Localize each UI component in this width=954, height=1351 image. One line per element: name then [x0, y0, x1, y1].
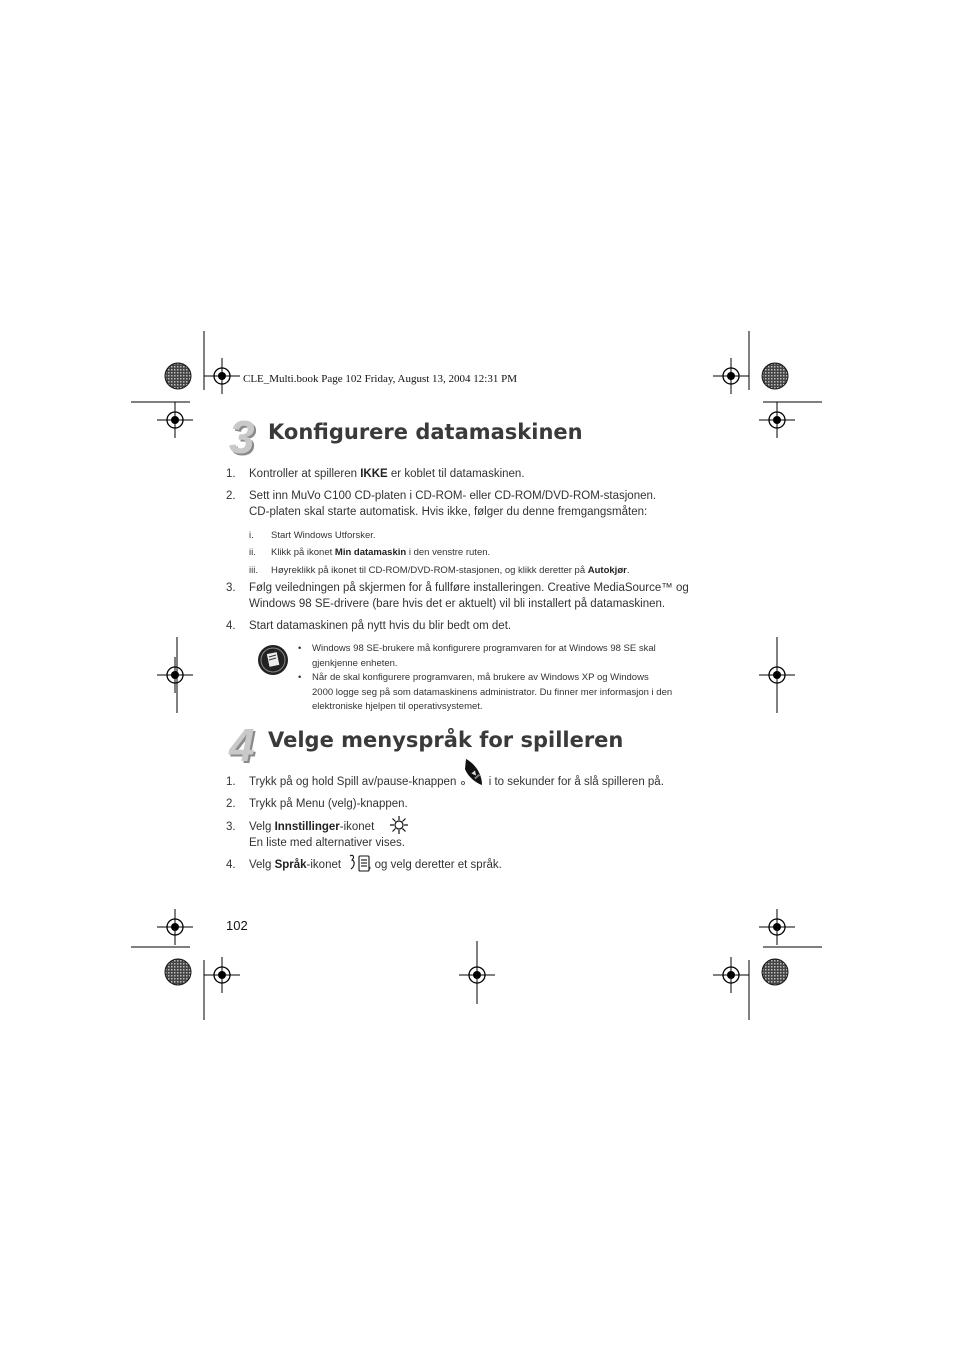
star-target-br — [762, 959, 788, 985]
bullet: • — [298, 672, 302, 683]
item-text: CD-platen skal starte automatisk. Hvis ikke, følger du denne fremgangsmåten: — [249, 506, 648, 518]
note-text: Når de skal konfigurere programvaren, må brukere av Windows XP og Windows — [312, 672, 649, 683]
star-target-tr — [762, 363, 788, 389]
section-title: Konfigurere datamaskinen — [268, 420, 583, 444]
item-text: Start datamaskinen på nytt hvis du blir bedt om det. — [249, 620, 512, 632]
note-text: elektroniske hjelpen til operativsystemet. — [312, 701, 483, 712]
section-title: Velge menyspråk for spilleren — [268, 728, 624, 752]
sub-number: iii. — [249, 565, 258, 576]
item-text: En liste med alternativer vises. — [249, 837, 405, 849]
sub-text: i den venstre ruten. — [406, 547, 491, 558]
section-number: 3 — [229, 411, 255, 463]
item-text: Windows 98 SE-drivere (bare hvis det er aktuelt) vil bli installert på datamaskinen. — [249, 598, 666, 610]
item-text: Trykk på Menu (velg)-knappen. — [249, 798, 408, 810]
item-text: , og velg deretter et språk. — [368, 859, 502, 871]
item-number: 3. — [226, 821, 236, 833]
sub-text: . — [626, 565, 630, 576]
play-pause-button-icon — [460, 757, 486, 789]
item-text: er koblet til datamaskinen. — [387, 468, 525, 480]
item-text: Følg veiledningen på skjermen for å fullføre installeringen. Creative MediaSource™ og — [249, 582, 689, 594]
print-header: CLE_Multi.book Page 102 Friday, August 13, 2004 12:31 PM — [243, 373, 517, 385]
language-icon — [348, 853, 372, 875]
note-text: Windows 98 SE-brukere må konfigurere programvaren for at Windows 98 SE skal — [312, 643, 656, 654]
item-text: . — [401, 821, 405, 833]
sub-text: Start Windows Utforsker. — [271, 530, 376, 541]
star-target-tl — [165, 363, 191, 389]
item-text: Trykk på og hold Spill av/pause-knappen — [249, 776, 460, 788]
sub-text: Klikk på ikonet — [271, 547, 335, 558]
item-text: Kontroller at spilleren — [249, 468, 361, 480]
item-text: -ikonet — [339, 821, 378, 833]
page-number: 102 — [226, 918, 248, 933]
sub-bold: Min datamaskin — [334, 547, 407, 558]
sub-number: ii. — [249, 547, 256, 558]
item-number: 2. — [226, 798, 236, 810]
item-number: 4. — [226, 620, 236, 632]
sub-bold: Autokjør — [587, 565, 627, 576]
item-text: Velg — [249, 859, 275, 871]
bullet: • — [298, 643, 302, 654]
item-text: Velg — [249, 821, 275, 833]
sub-text: Høyreklikk på ikonet til CD-ROM/DVD-ROM-stasjonen, og klikk deretter på — [271, 565, 588, 576]
svg-text:▶‖: ▶‖ — [470, 769, 481, 781]
item-number: 1. — [226, 468, 236, 480]
item-number: 3. — [226, 582, 236, 594]
item-text: Sett inn MuVo C100 CD-platen i CD-ROM- eller CD-ROM/DVD-ROM-stasjonen. — [249, 490, 657, 502]
item-bold: Innstillinger — [274, 821, 340, 833]
star-target-bl — [165, 959, 191, 985]
settings-icon — [388, 814, 410, 836]
item-text: i to sekunder for å slå spilleren på. — [485, 776, 664, 788]
item-number: 4. — [226, 859, 236, 871]
item-number: 2. — [226, 490, 236, 502]
section-number: 4 — [229, 719, 255, 771]
note-text: 2000 logge seg på som datamaskinens administrator. Du finner mer informasjon i den — [312, 686, 673, 698]
item-bold: Språk — [274, 859, 307, 871]
note-box — [298, 642, 718, 717]
item-text: -ikonet — [306, 859, 345, 871]
item-number: 1. — [226, 776, 236, 788]
note-icon — [257, 644, 289, 676]
note-text: gjenkjenne enheten. — [312, 657, 398, 669]
sub-number: i. — [249, 530, 254, 541]
item-bold: IKKE — [360, 468, 388, 480]
